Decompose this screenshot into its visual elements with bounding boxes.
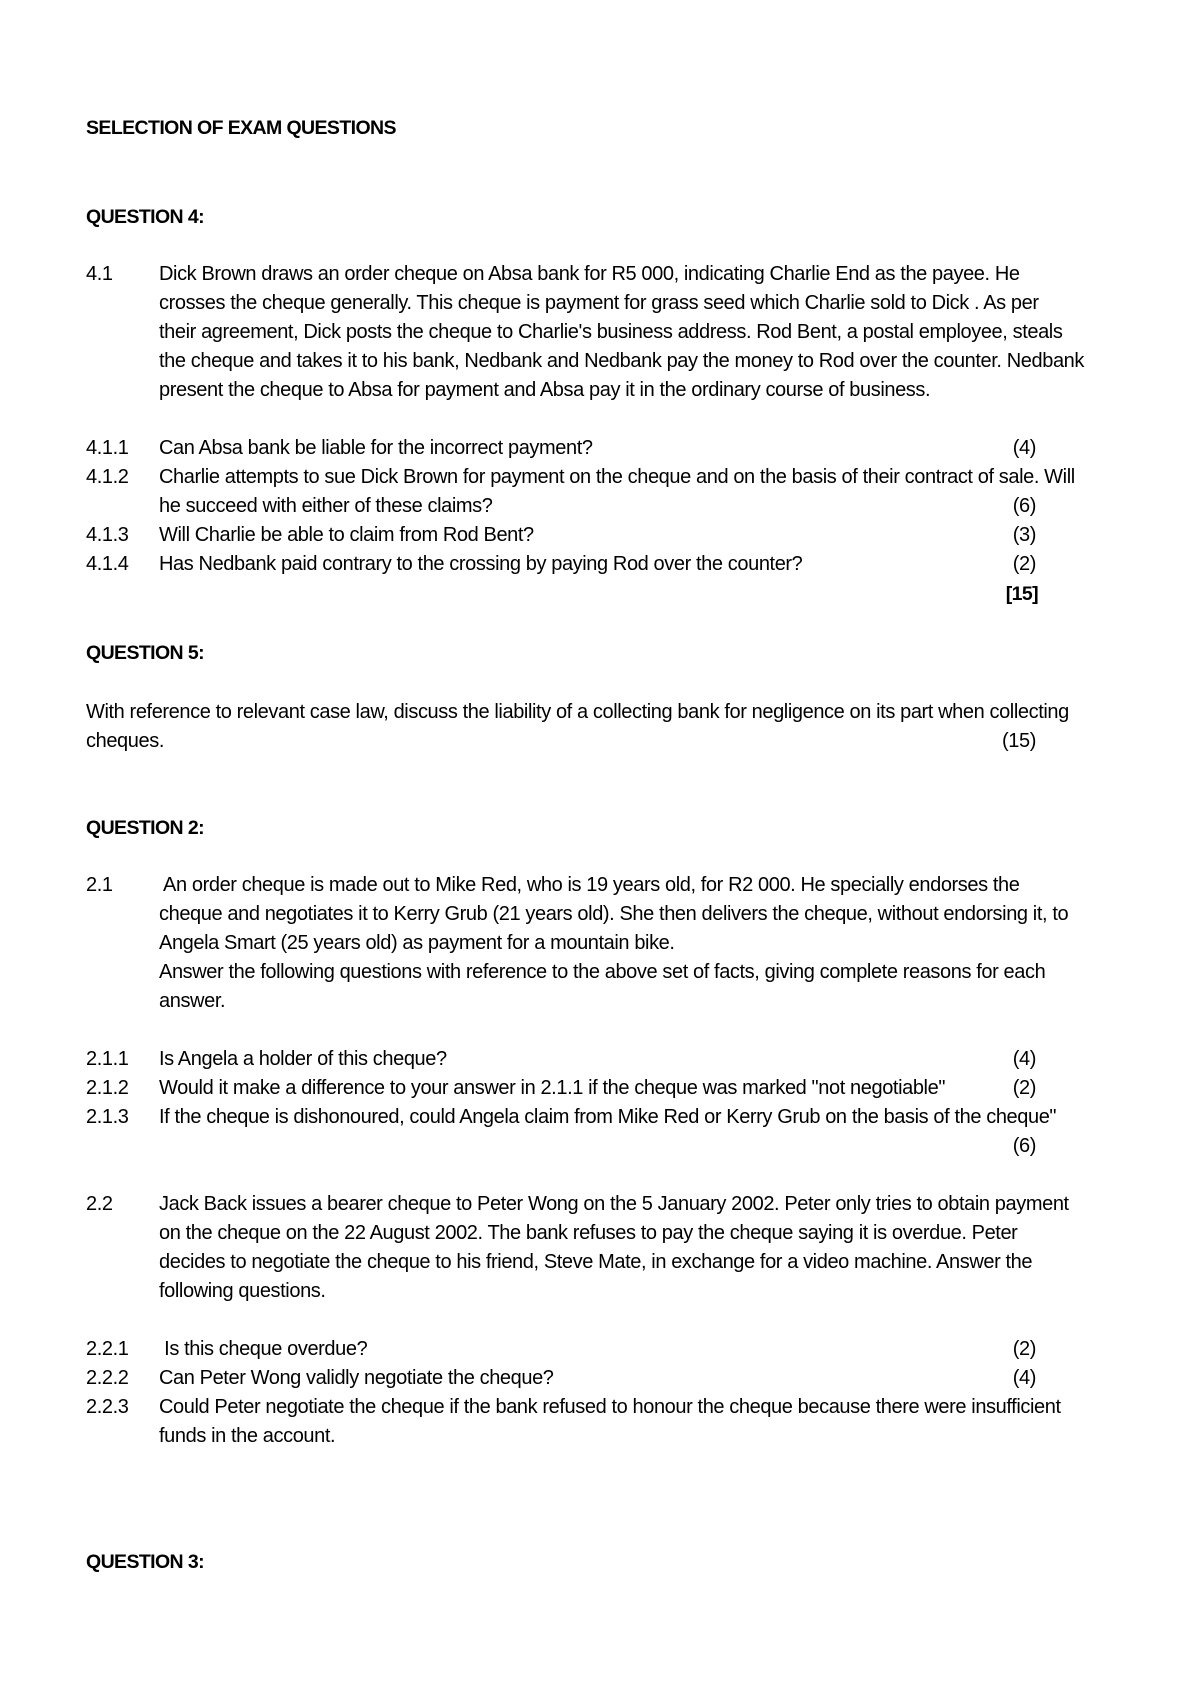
paragraph-line: Jack Back issues a bearer cheque to Peter Wong on the 5 January 2002. Peter only tries to obtain payment	[159, 1193, 1069, 1215]
question-4-heading: QUESTION 4:	[86, 206, 204, 228]
sub-question-text: If the cheque is dishonoured, could Angela claim from Mike Red or Kerry Grub on the basis of the cheque"	[159, 1106, 1057, 1128]
sub-question-number: 4.1.2	[86, 466, 129, 488]
marks-value: (2)	[1012, 1077, 1036, 1099]
sub-question-number: 2.1.3	[86, 1106, 129, 1128]
paragraph-line: decides to negotiate the cheque to his friend, Steve Mate, in exchange for a video machine. Answer the	[159, 1251, 1033, 1273]
sub-question-number: 2.2.2	[86, 1367, 129, 1389]
question-number: 4.1	[86, 263, 113, 285]
paragraph-line: An order cheque is made out to Mike Red, who is 19 years old, for R2 000. He specially endorses the	[159, 874, 1020, 896]
sub-question-text: he succeed with either of these claims?	[159, 495, 493, 517]
paragraph-line: present the cheque to Absa for payment and Absa pay it in the ordinary course of business.	[159, 379, 931, 401]
marks-value: (4)	[1012, 1367, 1036, 1389]
sub-question-text: Can Peter Wong validly negotiate the cheque?	[159, 1367, 554, 1389]
sub-question-text: Will Charlie be able to claim from Rod Bent?	[159, 524, 534, 546]
marks-value: (3)	[1012, 524, 1036, 546]
sub-question-text: Can Absa bank be liable for the incorrect payment?	[159, 437, 593, 459]
sub-question-text: Could Peter negotiate the cheque if the bank refused to honour the cheque because there were insufficient	[159, 1396, 1061, 1418]
sub-question-text: Would it make a difference to your answer in 2.1.1 if the cheque was marked "not negotiable"	[159, 1077, 946, 1099]
sub-question-number: 2.2.3	[86, 1396, 129, 1418]
marks-value: (6)	[1012, 495, 1036, 517]
question-number: 2.1	[86, 874, 113, 896]
paragraph-line: Answer the following questions with reference to the above set of facts, giving complete reasons for each	[159, 961, 1046, 983]
paragraph-line: their agreement, Dick posts the cheque to Charlie's business address. Rod Bent, a postal employee, steals	[159, 321, 1063, 343]
marks-value: (6)	[1012, 1135, 1036, 1157]
paragraph-line: crosses the cheque generally. This cheque is payment for grass seed which Charlie sold to Dick . As per	[159, 292, 1039, 314]
paragraph-line: cheques.	[86, 730, 164, 752]
paragraph-line: answer.	[159, 990, 226, 1012]
sub-question-number: 4.1.3	[86, 524, 129, 546]
sub-question-text: funds in the account.	[159, 1425, 336, 1447]
question-total: [15]	[1005, 583, 1038, 605]
sub-question-text: Has Nedbank paid contrary to the crossing by paying Rod over the counter?	[159, 553, 803, 575]
sub-question-text: Charlie attempts to sue Dick Brown for payment on the cheque and on the basis of their contract of sale. Will	[159, 466, 1075, 488]
paragraph-line: following questions.	[159, 1280, 326, 1302]
question-number: 2.2	[86, 1193, 113, 1215]
sub-question-text: Is this cheque overdue?	[159, 1338, 368, 1360]
paragraph-line: Dick Brown draws an order cheque on Absa bank for R5 000, indicating Charlie End as the payee. He	[159, 263, 1020, 285]
marks-value: (4)	[1012, 1048, 1036, 1070]
marks-value: (4)	[1012, 437, 1036, 459]
sub-question-number: 2.1.2	[86, 1077, 129, 1099]
sub-question-number: 4.1.4	[86, 553, 129, 575]
marks-value: (2)	[1012, 553, 1036, 575]
marks-value: (15)	[1002, 730, 1036, 752]
paragraph-line: the cheque and takes it to his bank, Nedbank and Nedbank pay the money to Rod over the counter. Nedbank	[159, 350, 1085, 372]
sub-question-number: 4.1.1	[86, 437, 129, 459]
question-5-heading: QUESTION 5:	[86, 642, 204, 664]
document-title: SELECTION OF EXAM QUESTIONS	[86, 117, 396, 139]
sub-question-number: 2.2.1	[86, 1338, 129, 1360]
paragraph-line: With reference to relevant case law, discuss the liability of a collecting bank for negligence on its part when collecting	[86, 701, 1069, 723]
marks-value: (2)	[1012, 1338, 1036, 1360]
sub-question-text: Is Angela a holder of this cheque?	[159, 1048, 447, 1070]
paragraph-line: cheque and negotiates it to Kerry Grub (21 years old). She then delivers the cheque, without endorsing it, to	[159, 903, 1069, 925]
paragraph-line: on the cheque on the 22 August 2002. The bank refuses to pay the cheque saying it is overdue. Peter	[159, 1222, 1018, 1244]
paragraph-line: Angela Smart (25 years old) as payment for a mountain bike.	[159, 932, 675, 954]
question-3-heading: QUESTION 3:	[86, 1551, 204, 1573]
sub-question-number: 2.1.1	[86, 1048, 129, 1070]
question-2-heading: QUESTION 2:	[86, 817, 204, 839]
